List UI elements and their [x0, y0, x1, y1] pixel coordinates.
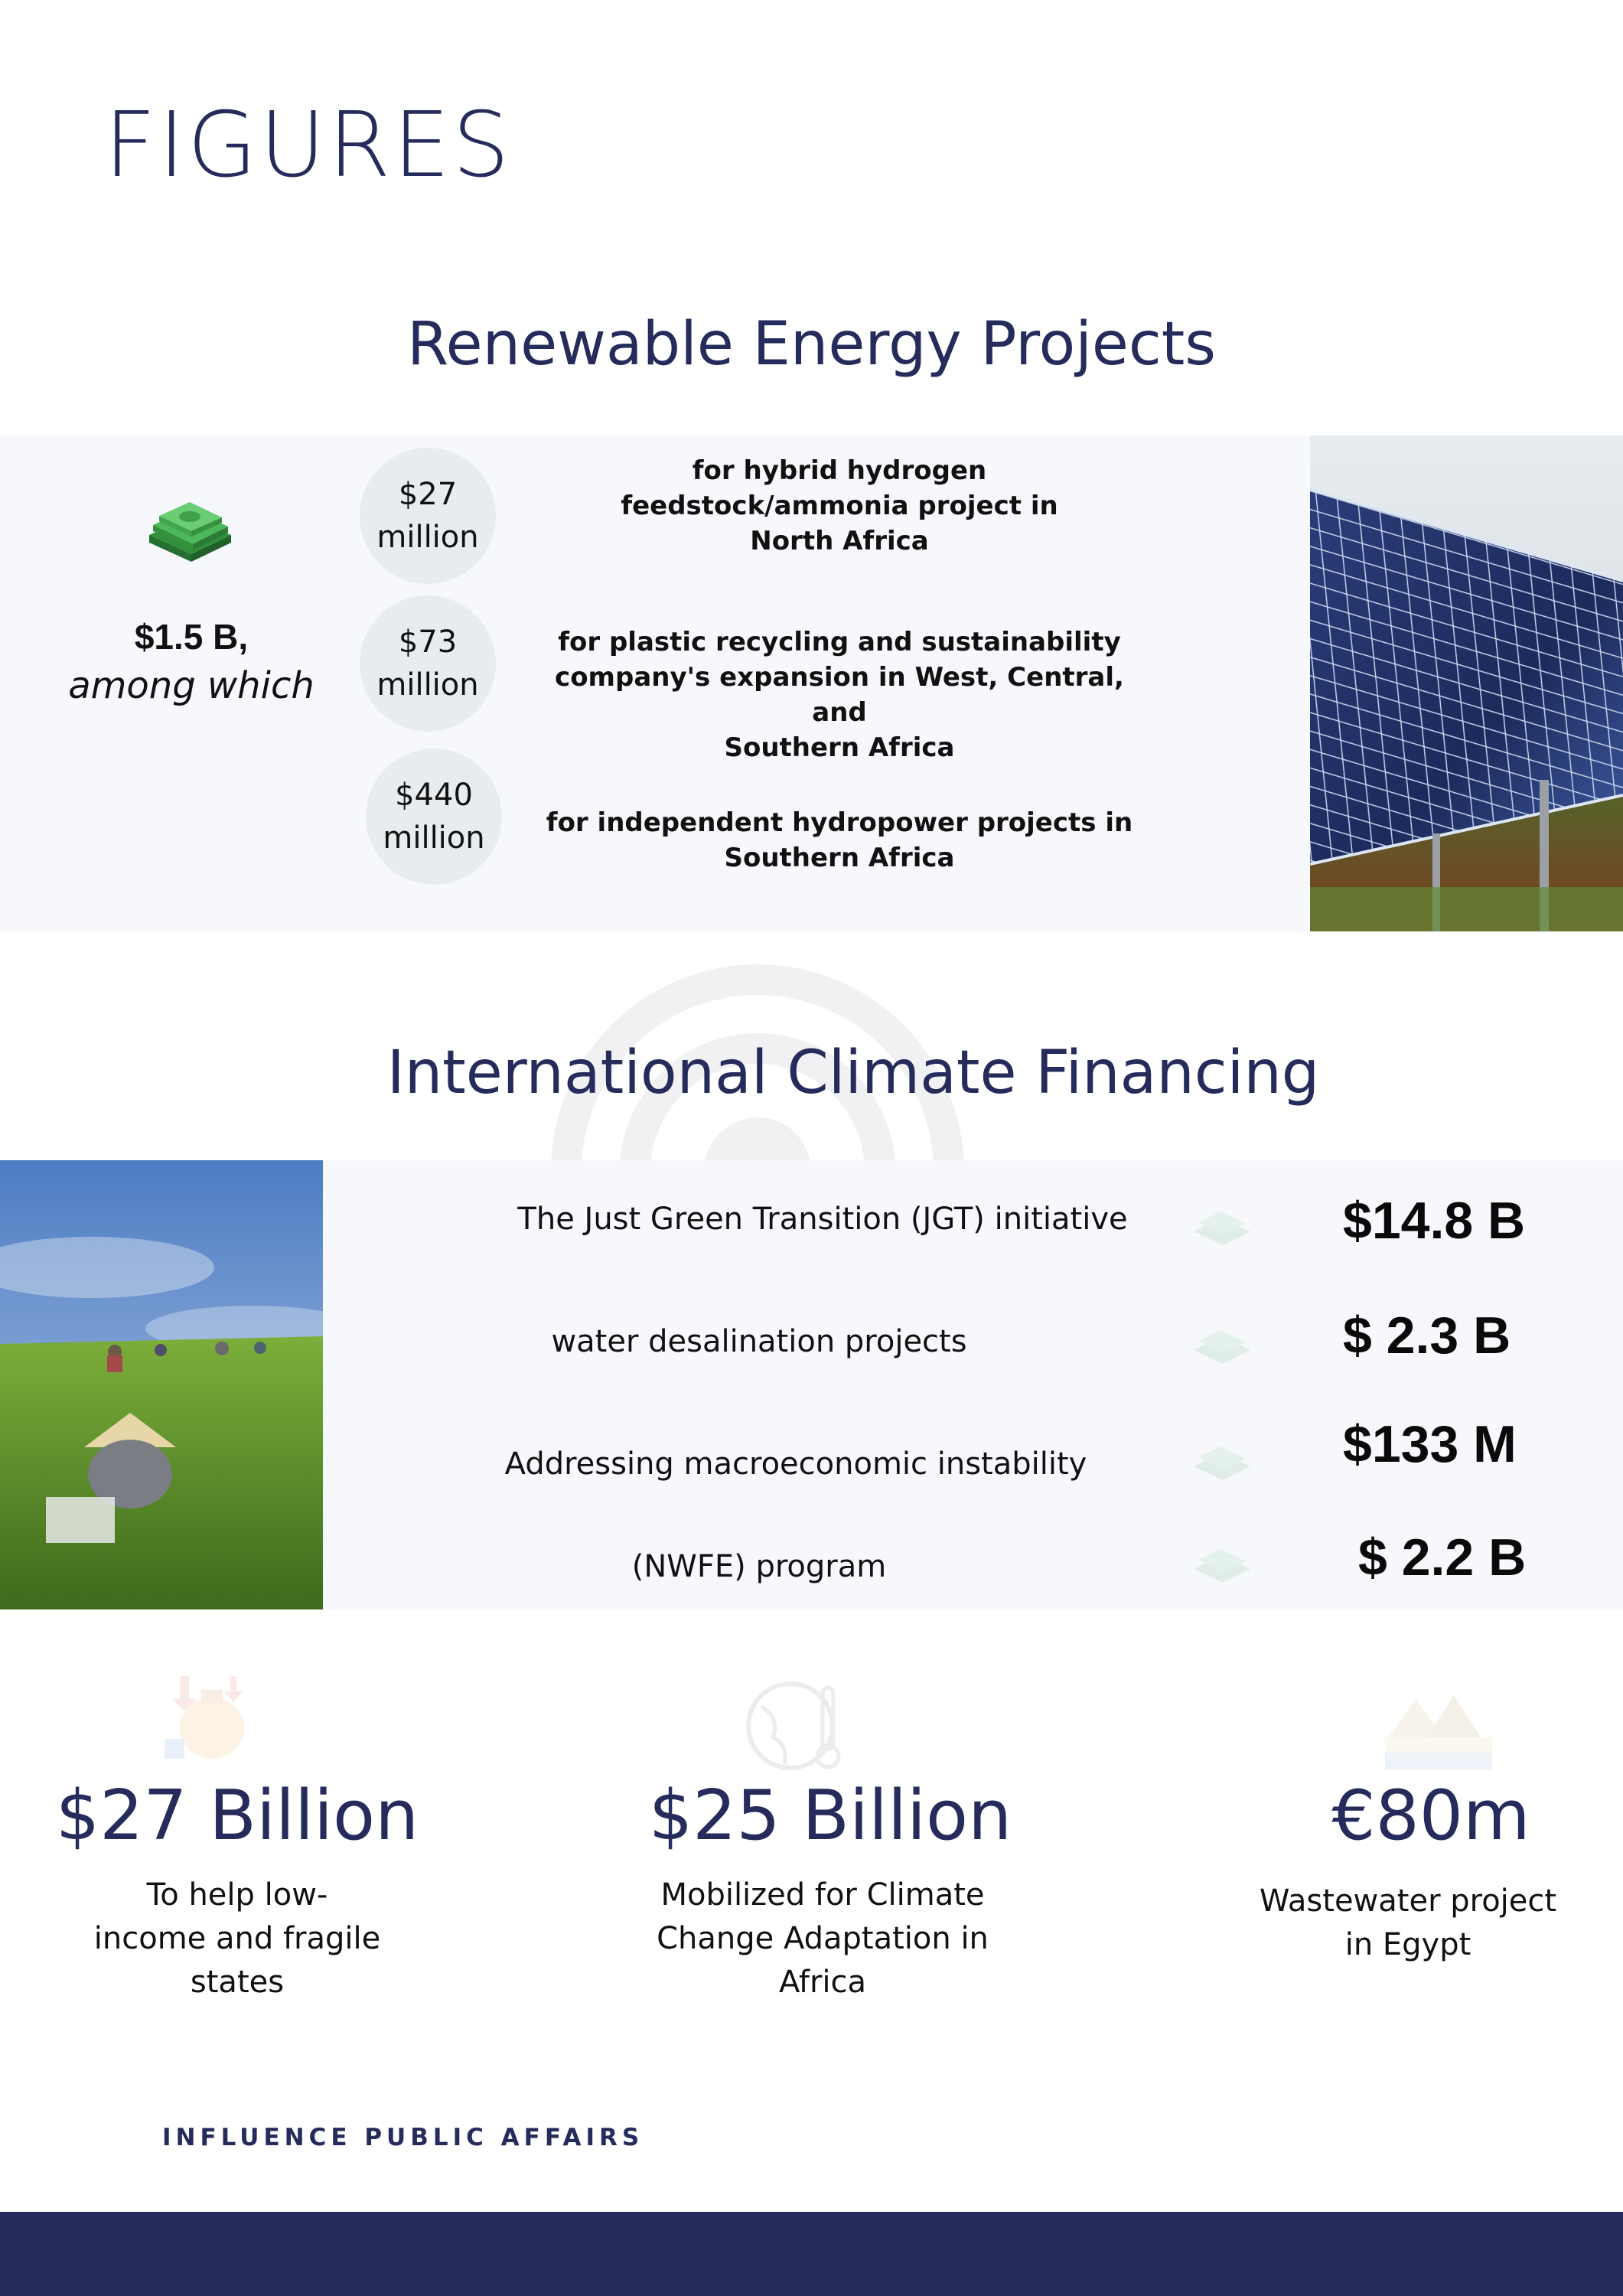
project-description — [533, 805, 1146, 876]
project-description — [533, 625, 1146, 765]
stat-value: €80m — [1331, 1776, 1530, 1856]
brand-name: INFLUENCE PUBLIC AFFAIRS — [162, 2124, 644, 2151]
money-stack-icon — [1191, 1205, 1252, 1254]
money-stack-icon — [1191, 1324, 1252, 1373]
stat-value: $25 Billion — [648, 1776, 1012, 1856]
project-description-line: North Africa — [750, 526, 929, 556]
climate-item-value: $ 2.2 B — [1358, 1528, 1527, 1587]
project-amount-circle — [360, 448, 496, 584]
climate-item-label: (NWFE) program — [631, 1549, 887, 1584]
project-amount-value: $73 — [398, 625, 458, 660]
climate-heading: International Climate Financing — [386, 1039, 1320, 1107]
project-amount-value: $27 — [398, 477, 458, 512]
climate-item-value: $ 2.3 B — [1343, 1306, 1511, 1365]
climate-item-value: $133 M — [1343, 1415, 1517, 1473]
stat-description — [624, 1874, 1022, 2004]
project-amount-unit: million — [376, 520, 479, 555]
pyramids-icon — [1381, 1684, 1496, 1772]
stat-description — [1224, 1880, 1592, 1967]
project-description-line: company's expansion in West, Central, and — [555, 662, 1124, 728]
renewable-heading: Renewable Energy Projects — [406, 310, 1217, 379]
page-title: FIGURES — [104, 92, 512, 197]
project-description-line: for hybrid hydrogen — [692, 455, 987, 486]
climate-item-label: Addressing macroeconomic instability — [504, 1446, 1087, 1482]
money-stack-icon — [1191, 1440, 1252, 1489]
stat-description-line: in Egypt — [1344, 1927, 1471, 1962]
money-stack-icon — [145, 501, 233, 566]
renewable-total-amount: $1.5 B, — [134, 617, 249, 657]
climate-item-value: $14.8 B — [1343, 1192, 1526, 1250]
stat-description-line: To help low- — [146, 1877, 328, 1913]
project-description-line: feedstock/ammonia project in — [621, 491, 1058, 521]
project-amount-value: $440 — [395, 778, 473, 813]
project-description-line: Southern Africa — [724, 843, 955, 873]
stat-description-line: Change Adaptation in — [657, 1921, 989, 1956]
project-amount-unit: million — [376, 667, 479, 703]
project-amount-circle — [360, 595, 496, 732]
stat-value: $27 Billion — [55, 1776, 419, 1856]
stat-description-line: Wastewater project — [1259, 1883, 1557, 1919]
stat-description-line: income and fragile — [93, 1921, 381, 1956]
stat-description-line: Africa — [778, 1965, 867, 2000]
footer-bar — [0, 2212, 1623, 2296]
farm-field-photo — [0, 1160, 323, 1609]
project-description-line: for plastic recycling and sustainability — [558, 627, 1121, 657]
globe-thermometer-icon — [746, 1676, 849, 1776]
solar-panel-photo — [1310, 435, 1623, 931]
stat-description — [61, 1874, 413, 2004]
renewable-total-subtitle: among which — [68, 664, 314, 707]
project-description — [533, 453, 1146, 559]
stat-description-line: states — [190, 1965, 285, 2000]
project-description-line: for independent hydropower projects in — [546, 807, 1133, 838]
project-description-line: Southern Africa — [724, 732, 955, 763]
stat-description-line: Mobilized for Climate — [660, 1877, 985, 1913]
climate-item-label: The Just Green Transition (JGT) initiative — [517, 1202, 1128, 1237]
climate-item-label: water desalination projects — [551, 1324, 967, 1359]
money-bag-icon — [157, 1668, 256, 1768]
project-amount-unit: million — [383, 820, 485, 856]
money-stack-icon — [1191, 1543, 1252, 1592]
project-amount-circle — [366, 748, 502, 885]
